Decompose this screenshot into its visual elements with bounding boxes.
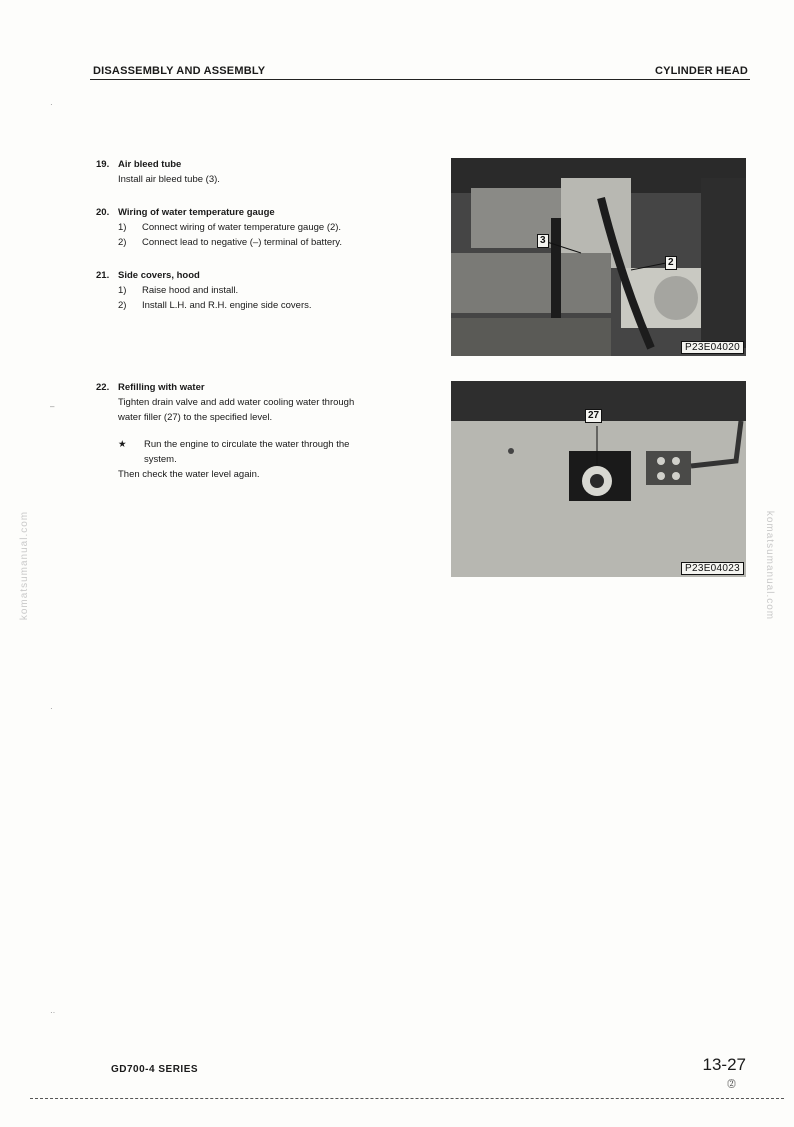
step-number: 21.	[96, 270, 110, 281]
sub-step-text: Install L.H. and R.H. engine side covers.	[142, 300, 312, 311]
step-21	[96, 268, 432, 313]
watermark-right: komatsumanual.com	[763, 510, 775, 621]
margin-mark: ·	[50, 100, 53, 109]
sub-step-text: Raise hood and install.	[142, 285, 239, 296]
step-title	[96, 205, 432, 220]
margin-mark: ·	[50, 704, 53, 713]
header-section-title: DISASSEMBLY AND ASSEMBLY	[93, 65, 266, 77]
callout-label: 3	[537, 234, 549, 248]
step-title	[96, 157, 432, 172]
sub-step-number: 1)	[118, 222, 127, 233]
margin-mark: ··	[50, 1008, 56, 1017]
watermark-left: komatsumanual.com	[19, 510, 31, 621]
sub-step-number: 2)	[118, 300, 127, 311]
engine-photo-image	[451, 158, 746, 356]
step-title-text: Air bleed tube	[118, 159, 182, 170]
margin-mark: –	[50, 402, 55, 411]
step-number: 19.	[96, 159, 110, 170]
step-title	[96, 268, 432, 283]
photo-code: P23E04020	[681, 341, 744, 354]
header-rule	[90, 79, 750, 80]
step-title-text: Wiring of water temperature gauge	[118, 207, 275, 218]
sub-step	[96, 298, 432, 313]
step-22	[96, 380, 432, 482]
step-number: 20.	[96, 207, 110, 218]
sub-step	[96, 235, 432, 250]
sub-step	[96, 283, 432, 298]
note-line: Then check the water level again.	[118, 469, 260, 480]
note	[96, 437, 432, 482]
sub-step-number: 2)	[118, 237, 127, 248]
star-icon: ★	[118, 439, 127, 450]
bottom-rule	[30, 1098, 784, 1099]
sub-step-number: 1)	[118, 285, 127, 296]
sub-step-text: Connect wiring of water temperature gauge (2).	[142, 222, 342, 233]
engine-photo	[451, 158, 746, 356]
note-line: Run the engine to circulate the water through the	[144, 439, 350, 450]
water-filler-photo	[451, 381, 746, 577]
step-body-line: Tighten drain valve and add water cooling water through	[118, 397, 355, 408]
header-chapter-title: CYLINDER HEAD	[654, 65, 748, 77]
note-line: system.	[144, 454, 177, 465]
step-title	[96, 380, 432, 395]
step-title-text: Refilling with water	[118, 382, 205, 393]
step-body-line: water filler (27) to the specified level.	[118, 412, 273, 423]
callout-label: 27	[585, 409, 602, 423]
callout-label: 2	[665, 256, 677, 270]
step-number: 22.	[96, 382, 110, 393]
step-19	[96, 157, 432, 187]
footer-model: GD700-4 SERIES	[111, 1064, 199, 1075]
page-number: 13-27	[702, 1055, 746, 1074]
step-title-text: Side covers, hood	[118, 270, 200, 281]
photo-code: P23E04023	[681, 562, 744, 575]
step-20	[96, 205, 432, 250]
sub-step-text: Connect lead to negative (–) terminal of battery.	[142, 237, 342, 248]
step-body: Install air bleed tube (3).	[118, 174, 220, 185]
revision-mark: ⓶	[726, 1079, 736, 1089]
sub-step	[96, 220, 432, 235]
